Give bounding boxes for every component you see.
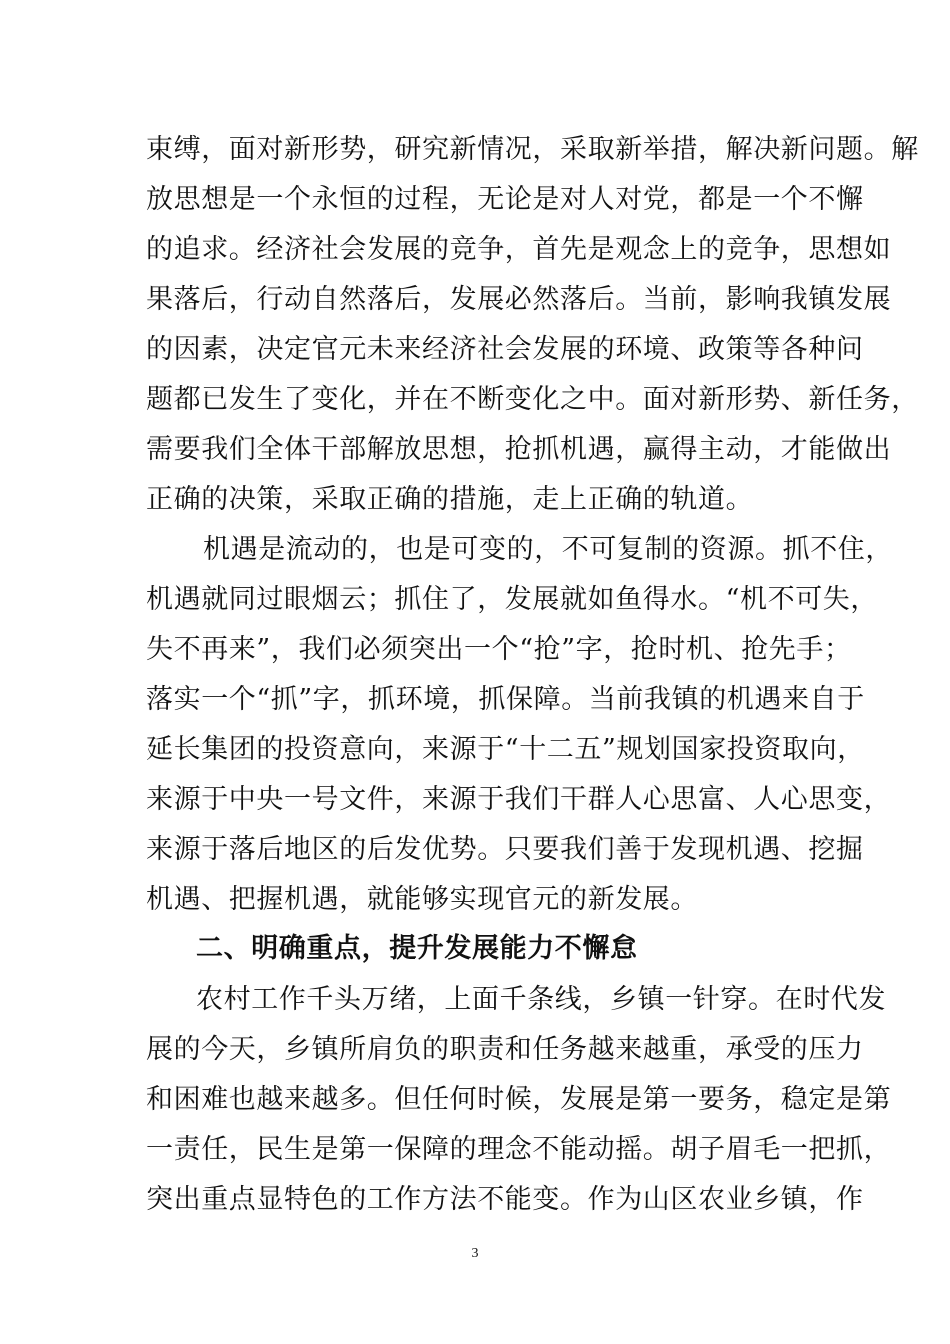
paragraph-2-line-6: 来源于中央一号文件，来源于我们干群人心思富、人心思变， bbox=[146, 784, 892, 815]
paragraph-1-line-5: 的因素，决定官元未来经济社会发展的环境、政策等各种问 bbox=[146, 334, 864, 365]
paragraph-2-line-2: 机遇就同过眼烟云；抓住了，发展就如鱼得水。“机不可失， bbox=[146, 584, 879, 615]
paragraph-1-line-3: 的追求。经济社会发展的竞争，首先是观念上的竞争，思想如 bbox=[146, 234, 892, 265]
paragraph-2-line-7: 来源于落后地区的后发优势。只要我们善于发现机遇、挖掘 bbox=[146, 834, 864, 865]
paragraph-2-line-1: 机遇是流动的，也是可变的，不可复制的资源。抓不住， bbox=[203, 534, 893, 565]
paragraph-2-line-3: 失不再来”，我们必须突出一个“抢”字，抢时机、抢先手； bbox=[146, 634, 852, 665]
page-number: 3 bbox=[471, 1246, 479, 1261]
paragraph-1-line-6: 题都已发生了变化，并在不断变化之中。面对新形势、新任务， bbox=[146, 384, 919, 415]
section-heading-2: 二、明确重点，提升发展能力不懈怠 bbox=[196, 933, 638, 964]
paragraph-3-line-2: 展的今天，乡镇所肩负的职责和任务越来越重，承受的压力 bbox=[146, 1034, 864, 1065]
paragraph-2-line-8: 机遇、把握机遇，就能够实现官元的新发展。 bbox=[146, 884, 698, 915]
paragraph-3-line-1: 农村工作千头万绪，上面千条线，乡镇一针穿。在时代发 bbox=[196, 984, 886, 1015]
paragraph-1-line-8: 正确的决策，采取正确的措施，走上正确的轨道。 bbox=[146, 484, 754, 515]
paragraph-1-line-1: 束缚，面对新形势，研究新情况，采取新举措，解决新问题。解 bbox=[146, 134, 919, 165]
paragraph-2-line-5: 延长集团的投资意向，来源于“十二五”规划国家投资取向， bbox=[146, 734, 865, 765]
paragraph-3-line-4: 一责任，民生是第一保障的理念不能动摇。胡子眉毛一把抓， bbox=[146, 1134, 892, 1165]
paragraph-1-line-2: 放思想是一个永恒的过程，无论是对人对党，都是一个不懈 bbox=[146, 184, 864, 215]
paragraph-3-line-3: 和困难也越来越多。但任何时候，发展是第一要务，稳定是第 bbox=[146, 1084, 892, 1115]
paragraph-3-line-5: 突出重点显特色的工作方法不能变。作为山区农业乡镇，作 bbox=[146, 1184, 864, 1215]
paragraph-1-line-4: 果落后，行动自然落后，发展必然落后。当前，影响我镇发展 bbox=[146, 284, 892, 315]
paragraph-2-line-4: 落实一个“抓”字，抓环境，抓保障。当前我镇的机遇来自于 bbox=[146, 684, 865, 715]
paragraph-1-line-7: 需要我们全体干部解放思想，抢抓机遇，赢得主动，才能做出 bbox=[146, 434, 892, 465]
